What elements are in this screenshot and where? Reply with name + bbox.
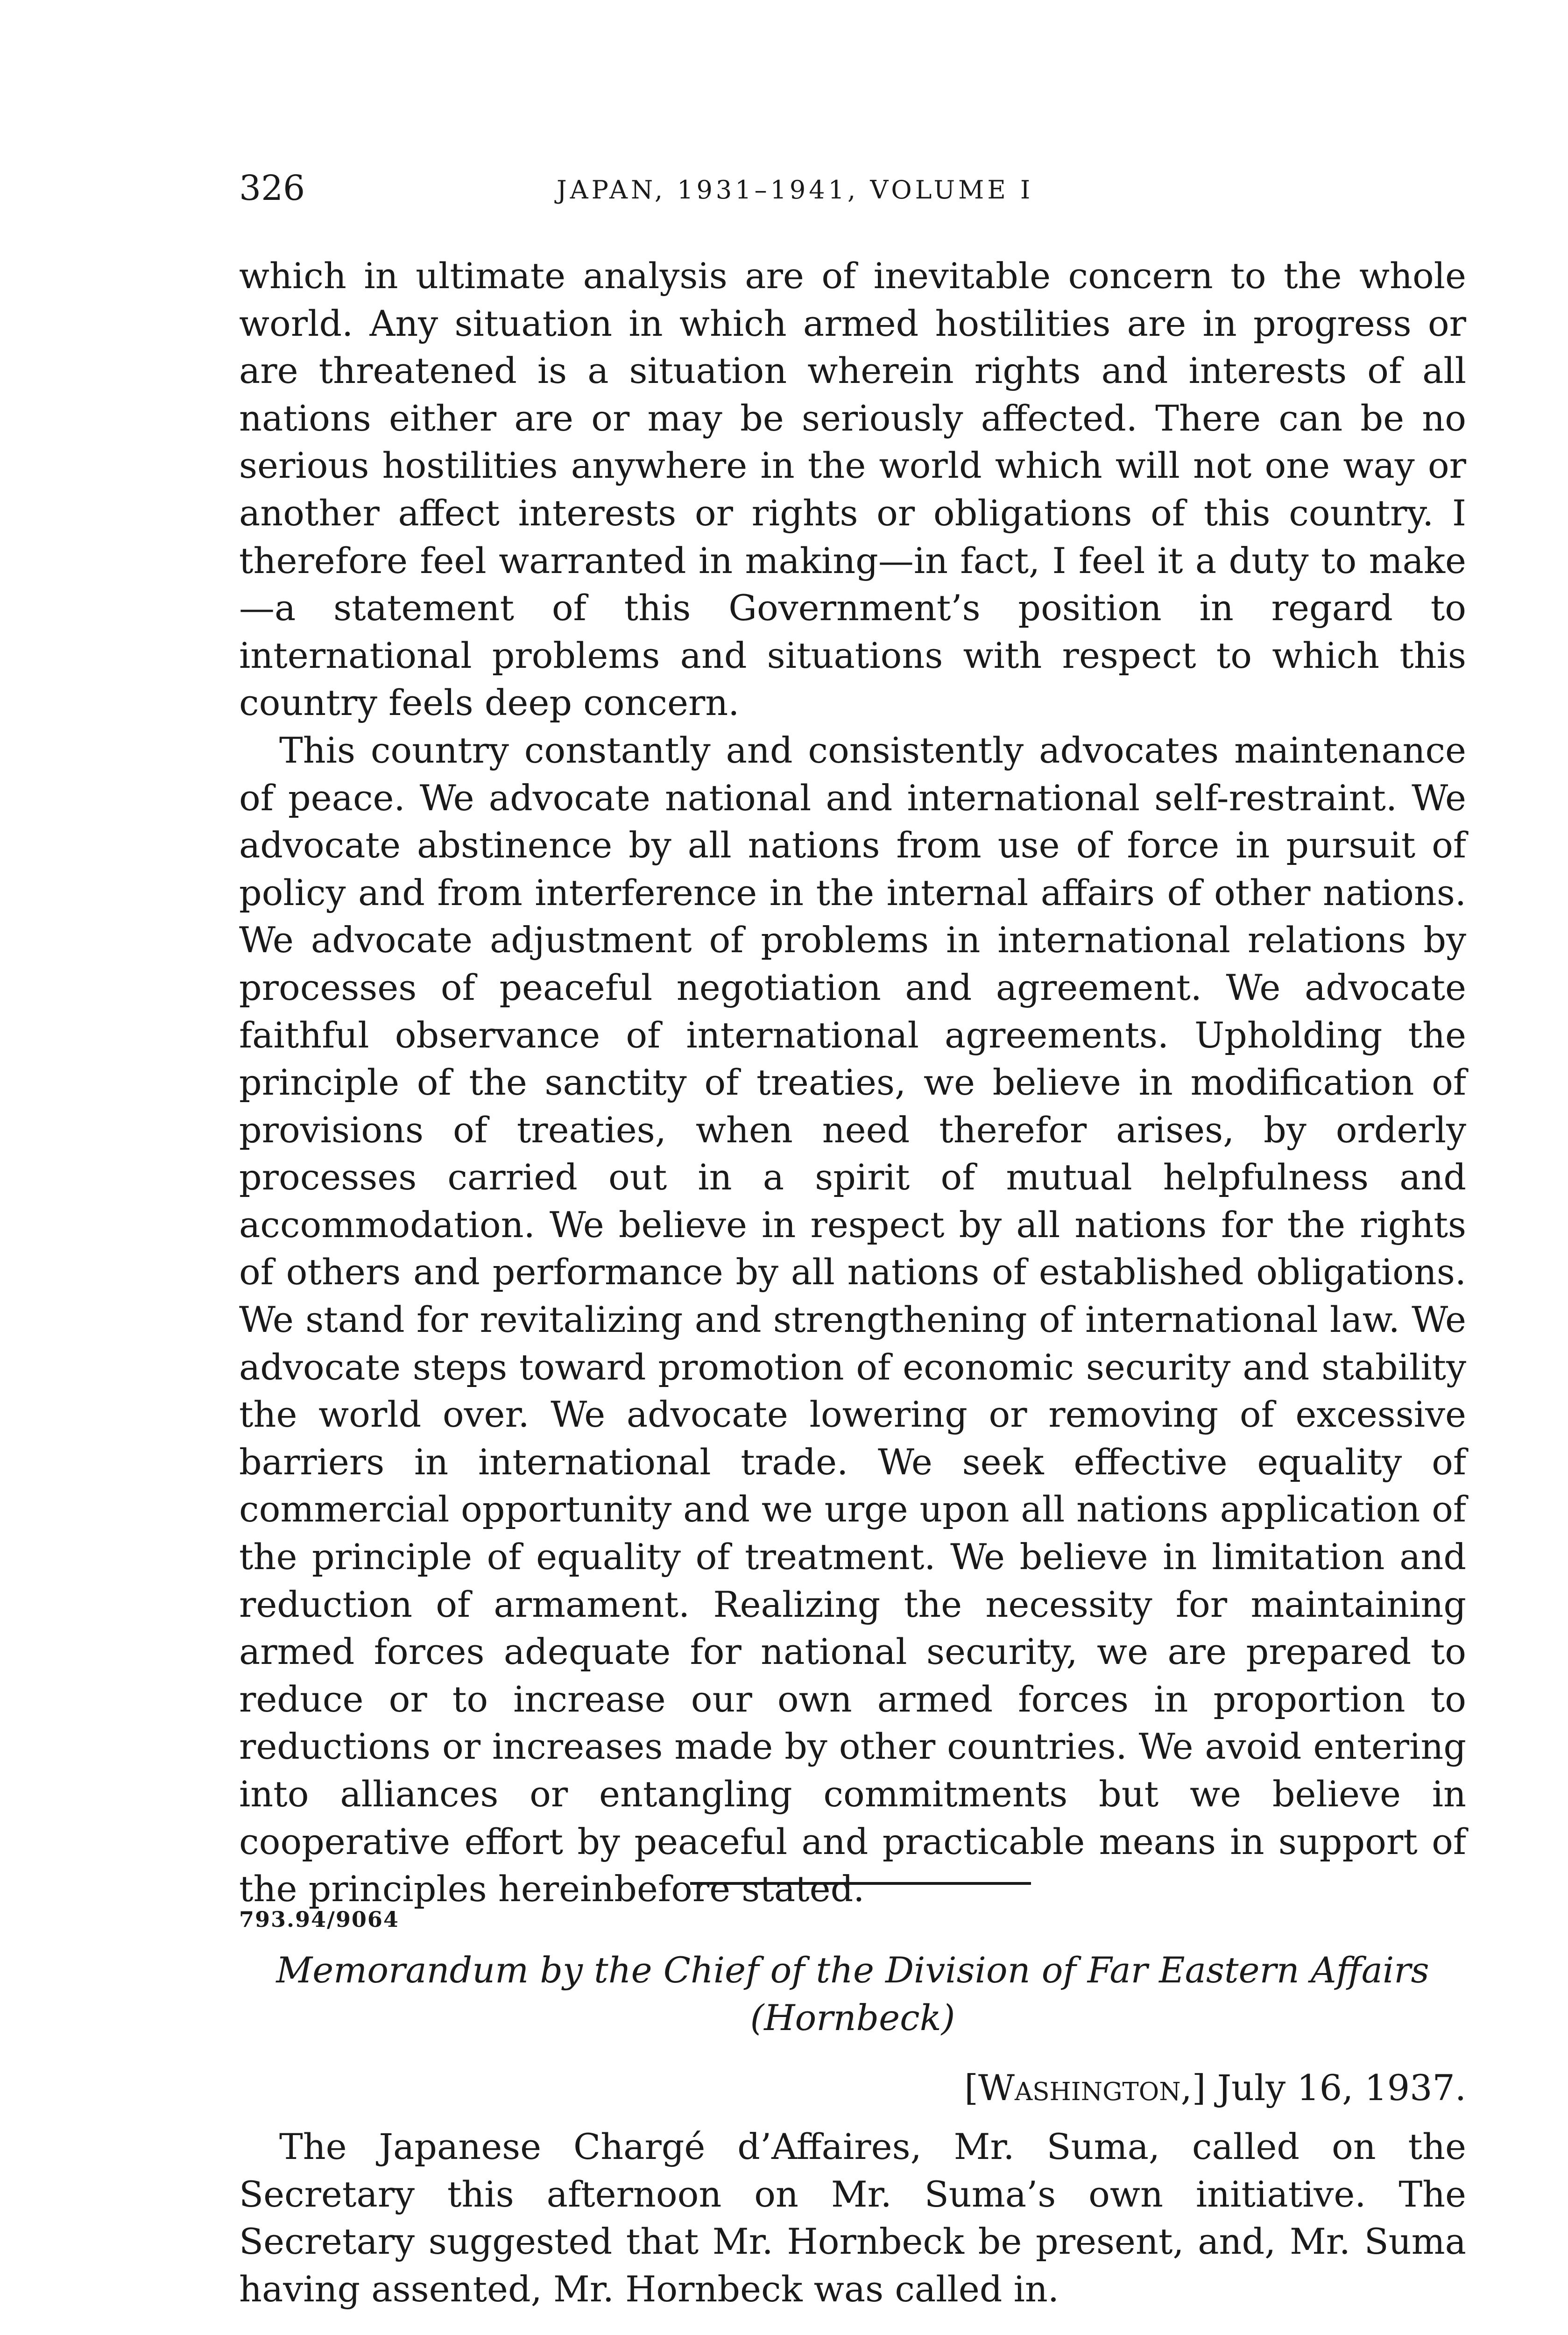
memo-paragraph: The Japanese Chargé d’Affaires, Mr. Suma, called on the Secretary this afternoon on Mr. Suma’s own initiative. The Secretary suggested that Mr. Hornbeck be present, and, Mr. Suma having assented, Mr. Hornbeck was called in. <box>239 2126 1466 2310</box>
memo-body <box>239 2123 1466 2313</box>
running-title: JAPAN, 1931–1941, VOLUME I <box>557 175 1034 205</box>
policy-paragraph: This country constantly and consistently advocates maintenance of peace. We advocate national and international self-restraint. We advocate abstinence by all nations from use of force in pursuit of policy and from interference in the internal affairs of other nations. We advocate adjustment of problems in international relations by processes of peaceful negotiation and agreement. We advocate faithful observance of international agreements. Upholding the principle of the sanctity of treaties, we believe in modification of provisions of treaties, when need therefor arises, by orderly processes carried out in a spirit of mutual helpfulness and accommodation. We believe in respect by all nations for the rights of others and performance by all nations of established obligations. We stand for revitalizing and strengthening of international law. We advocate steps toward promotion of economic security and stability the world over. We advocate lowering or removing of excessive barriers in international trade. We seek effective equality of commercial opportunity and we urge upon all nations application of the principle of equality of treatment. We believe in limitation and reduction of armament. Realizing the necessity for maintaining armed forces adequate for national security, we are prepared to reduce or to increase our own armed forces in proportion to reductions or increases made by other countries. We avoid entering into alliances or entangling commitments but we believe in cooperative effort by peaceful and practicable means in support of the principles hereinbefore stated. <box>239 729 1466 1910</box>
dateline-date: July 16, 1937. <box>1206 2067 1466 2109</box>
body-text-section <box>239 252 1466 1913</box>
memo-title-line-1: Memorandum by the Chief of the Division of Far Eastern Affairs <box>276 1949 1429 1991</box>
file-number: 793.94/9064 <box>239 1907 399 1932</box>
continued-paragraph: which in ultimate analysis are of inevitable concern to the whole world. Any situation in which armed hostilities are in progress or are threatened is a situation wherein rights and interests of all nations either are or may be seriously affected. There can be no serious hostilities anywhere in the world which will not one way or another affect interests or rights or obligations of this country. I therefore feel warranted in making—in fact, I feel it a duty to make—a statement of this Government’s position in regard to international problems and situations with respect to which this country feels deep concern. <box>239 255 1466 724</box>
dateline <box>239 2064 1466 2112</box>
running-head <box>239 163 1466 214</box>
memo-title <box>239 1946 1466 2041</box>
dateline-place: [Washington,] <box>964 2067 1206 2109</box>
section-divider <box>690 1882 1031 1885</box>
memo-title-line-2: (Hornbeck) <box>750 1996 955 2038</box>
page-number: 326 <box>239 168 305 208</box>
